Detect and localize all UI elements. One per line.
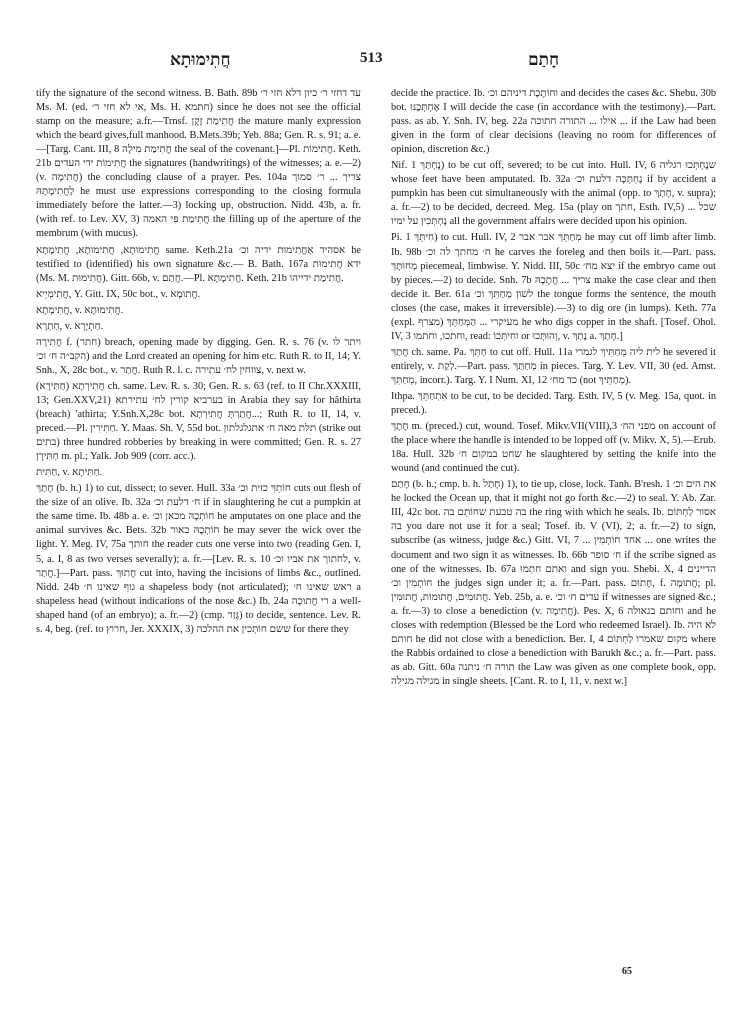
signature-number: 65 (622, 966, 632, 977)
right-column (391, 87, 716, 689)
entry-hatra: חַתְרָא, v. חַתְיְרָא. (36, 320, 104, 332)
entry-hatam: חָתַם (b. h.; cmp. b. h. חָתַל) 1), to tie up, close, lock. Tanh. B'resh. 1 את הים וכ׳ he locked the Ocean up, that it might not go forth &c.—2) to seal. Y. Ab. Zar. III, 42c bot. בה טבעת שחוֹתֵם בה the ring with which he seals. Ib. אסור לַחְתּוֹם בה you dare not use it for a seal; Tosef. ib. V (VI), 2; a. fr.—2) to sign, subscribe (as witness, judge &c.) Gitt. VI, 7 ... אחד חוֹתְמִין ... one writes the document and two sign it as witnesses. Ib. 66b ח׳ סופר if the scribe signed as one of the witnesses. Ib. 67a ואתם חִתְמוּ and sign you. Shebi. X, 4 הדיינים חוֹתְמִין וכ׳ the judges sign under it; a. fr.—Part. pass. חָתוּם, f. חֲתוּמָה; pl. חֲתוּמִים, חֲתוּמוֹת, חֲתוּמִין. Yeb. 25b, a. e. עדים ח׳ וכ׳ if witnesses are signed &c.; a. fr.—3) to close a benediction (v. חֲתִימָה). Pes. X, 6 וחותם בגאולה and he closes with redemption (Blessed be the Lord who redeemed Israel). Ib. לא היה חותם he did not close with a benediction. Ber. I, 4 מקום שאמרו לַחְתּוֹם where the Rabbis ordained to close a benediction with Barukh &c.; a. fr.—Part. pass. as ab. Gitt. 60a תורה ח׳ ניתנה the Law was given as one complete book, opp. מגילה מגילה in single sheets. [Cant. R. to I, 11, v. next w.] (391, 479, 716, 687)
entry-hatimata: חֲתִימָתָא, v. חֲתִימוּתָא. (36, 304, 124, 316)
entry-ithpa: Ithpa. אִתְחַתֵּךְ to be cut, to be decided. Targ. Esth. IV, 5 (v. Meg. 15a, quot. in preced.). (391, 390, 717, 417)
entry-hattit: חַתִּית, v. חַתִּיתָא. (36, 467, 103, 479)
running-head-left: חֲתִימוּתָא (170, 50, 231, 69)
entry-hatimuta: חֲתִימוּתָא, חֲתִימוּתָא, חֲתִימָתָא same. Keth.21a אסהיד אַחֲתִימוּת ידיה וכ׳ he testified to (identified) his own signature &c.— B. Bath. 167a ידא חֲתִימוּת (Ms. M. חֲתִימוּת). Gitt. 66b, v. חֲתַם.—Pl. חֲתִימָתָא. Keth. 21b חֲתִימַת ידייהו. (36, 244, 361, 284)
entry-hatirah: חֲתִירָה f. (חתר) breach, opening made by digging. Gen. R. s. 76 (v. ויתר לו הקב״ה ח׳ וכ׳) and the Lord created an opening for him etc. Ruth R. to II, 14; Y. Snh., X, 28c bot., v. חֲתַר. Ruth R. l. c. צווחין לח׳ עתירה, v. next w. (36, 336, 361, 376)
entry-continuation-right: decide the practice. Ib. וחוֹתֶכֶת דיניהם וכ׳ and decides the cases &c. Shebu. 30b bot. אֶחְתְּכֶנּוּ I will decide the case (in accordance with the testimony).—Part. pass. as ab. Y. Snh. IV, beg. 22a אילו ... התורה חתוכה ... if the Law had been given in the form of clear decisions (leaving no room for differences of opinion, discretion &c.) (391, 88, 717, 156)
running-head-right: חָתַם (528, 50, 560, 69)
entry-hetekh: חֶתֶךְ m. (preced.) cut, wound. Tosef. Mikv.VII(VIII),3 מפני הח׳ on account of the place where the handle is intended to be lopped off (v. Mikv. X, 5).—Erub. 18a. Hull. 32b שחט במקום ח׳ he slaughtered by setting the knife into the wound (and continued the cut). (391, 421, 716, 475)
left-column (36, 87, 361, 637)
entry-hatimyeya: חֲתִימְיֵיא, Y. Gitt. IX, 50c bot., v. חֲתוּמָא. (36, 288, 201, 300)
entry-pi: Pi. חִיתֵּךְ 1) to cut. Hull. IV, 2 מְחַתֵּךְ אבר אבר he may cut off limb after limb. Ib. 98b ח׳ מחתך לה וכ׳ he carves the foreleg and then boils it.—Part. pass. מְחוּתָּךְ piecemeal, limbwise. Y. Nidd. III, 50c יצא מח׳ if the embryo came out by pieces.—2) to decide. Snh. 7b צריך ... חֲתָכָהּ make the case clear and then decide it. Ber. 61a לשון מְחַתֵּךְ וכ׳ the tongue forms the sentence, the mouth closes (the case, makes it irreversible).—3) to dig ore (in lumps). Keth. 77a (expl. מצרף) מעיקרי ... הַמְּחַתֵּךְ he who digs copper in the shaft. [Tosef. Ohol. IV, 3 וחתכו, וחתמו, read: וחִיתְּכוֹ or וְהוּתְּכוּ, v. נָתַךְ a. חָתַךְ.] (391, 232, 716, 342)
entry-hatakh: חָתַךְ (b. h.) 1) to cut, dissect; to sever. Hull. 33a חוֹתֵךְ כזית וכ׳ cuts out flesh of the size of an olive. Ib. 32a ח׳ דלעת וכ׳ if in slaughtering he cut a pumpkin at the same time. Ib. 48b a. e. חוֹתְכָהּ מכאן וכ׳ he amputates on one place and the animal survives &c. Bets. 32b חוֹתְכָהּ באור he may sever the wick over the light. Y. Meg. IV, 75a חותך the reader cuts one verse into two (reading Gen. I, 5, a. I, 8 as two verses severally); a. fr.—[Lev. R. s. 10 לחתוך את אביו וכ׳, v. חֲתַר.]—Part. pass. חָתוּךְ cut into, having the incisions of limbs &c., outlined. Nidd. 24b גוף שאינו ח׳ a shapeless body (not articulated); ראש שאינו ח׳ a shapeless head (without indications of the nose &c.) Ib. 24a רי חֲתוּכָה a well-shaped hand (of an embryo); a. fr.—2) (cmp. גָּזַר) to decide, sentence. Lev. R. s. 4, beg. (ref. to חרוץ, Jer. XXXIX, 3) ששם חוֹתְכִין את ההלכה for there they (36, 483, 362, 635)
entry-continuation: tify the signature of the second witness. B. Bath. 89b עד דחזי ר׳ כיון דלא חזי ר׳ Ms. M. (ed. אי לא חזי ר׳, Ms. H. חתמא) since he does not see the official stamp on the measure; a.fr.—Trnsf. חֲתִימַת זָקָן the mature manly expression which the beard gives,full manhood. B.Mets.39b; Yeb. 88a; Gen. R. s. 91; a. e.—[Targ. Cant. III, 8 חֲתִימַת מִילָה the seal of the covenant.]—Pl. חֲתִימוֹת. Keth. 21b חֲתִימוֹת ידי העדים the signatures (handwritings) of the witnesses; a. e.—2) (v. חֲתִימָה) the concluding clause of a prayer. Pes. 104a צריך ... ר׳ סמוך לַחֲתִימָתָהּ he must use expressions corresponding to the closing formula immediately before the latter.—3) locking up, obstruction. Nidd. 43b, a. fr. (with ref. to Lev. XV, 3) חֲתִימַת פִּי האמה the filling up of the aperture of the membrum (with mucus). (36, 88, 362, 240)
entry-hatakh-ch: חֲתַךְ ch. same. Pa. חַתֵּךְ to cut off. Hull. 11a לית ליה מְחַתֵּיךְ לגמרי he severed it entirely, v. לְקַת.—Part. pass. מְחַתַּךְ in pieces. Targ. Y. Lev. VII, 30 (ed. Amst. מְחַתֵּךְ, incorr.). Targ. Y. I Num. XI, 12 כד מח׳ (not מְחַתֵּיךְ). (391, 346, 717, 386)
entry-nif: Nif. נֶחְתַּךְ 1) to be cut off, severed; to be cut into. Hull. IV, 6 שנֶחְתְּכוּ רגליה whose feet have been amputated. Ib. 32a נֶחְתְּכָה דלעת וכ׳ if by accident a pumpkin has been cut simultaneously with the animal (opp. to חָתַךְ, v. supra); a. fr.—2) to be decided, decreed. Meg. 15a (play on חתך, Esth. IV,5) שכל ... נֶחְתְּכִין על ימיו all the government affairs were decided upon his opinion. (391, 160, 717, 228)
page-number: 513 (360, 50, 383, 66)
entry-hatirta: חֲתִירְתָא (חַתִּירָא) ch. same. Lev. R. s. 30; Gen. R. s. 63 (ref. to II Chr.XXXIII, 13; Gen.XXV,21) בערביא קורין לח׳ עתירתא in Arabia they say for hăthirta (breach) 'athirta; Y.Snh.X,28c bot. חֲתַרְתְּ חֲתִירְתָא...; Ruth R. to II, 14, v. preced.—Pl. חַתִּירִין. Y. Maas. Sh. V, 55d bot. תלת מאה ח׳ אתגלגלתון (strike out בתים) three hundred robberies by breaking in were committed; Gen. R. s. 27 חַתִּירָן m. pl.; Yalk. Job 909 (corr. acc.). (36, 380, 361, 463)
